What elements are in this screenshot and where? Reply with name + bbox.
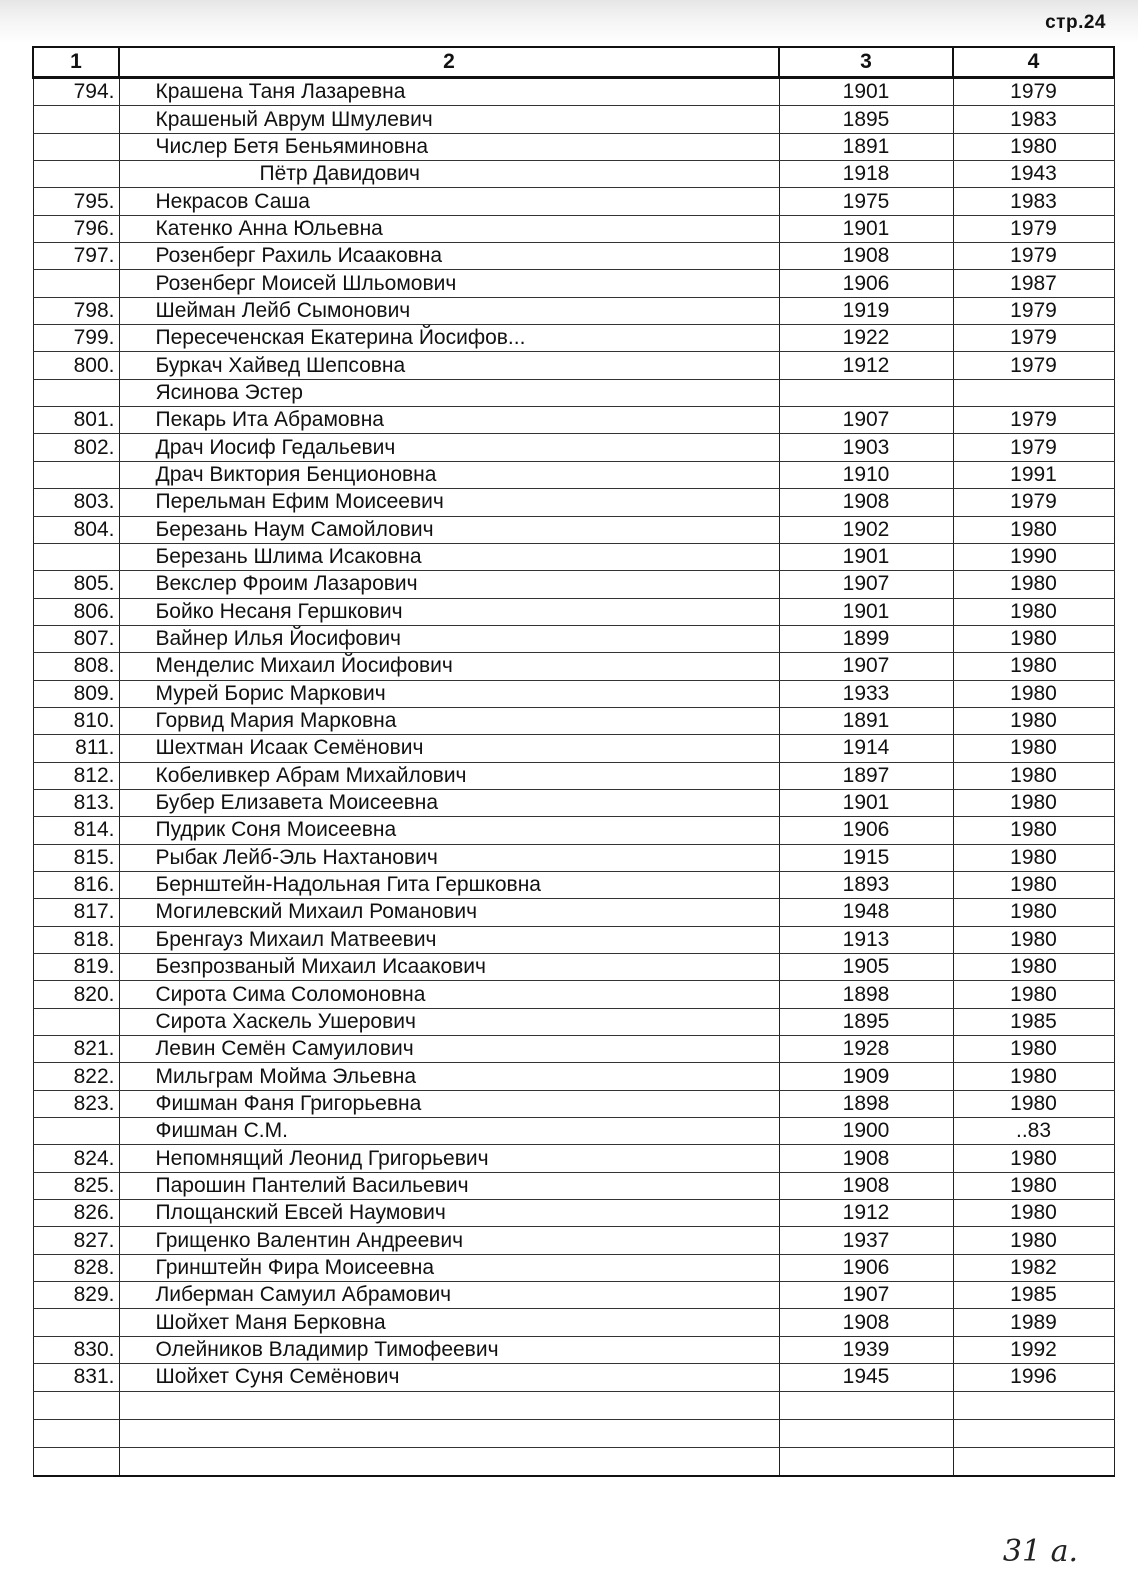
death-year: 1979 — [953, 489, 1114, 516]
column-header-birth-year: 3 — [779, 47, 953, 78]
record-number: 815. — [33, 844, 119, 871]
death-year — [953, 379, 1114, 406]
record-number: 829. — [33, 1282, 119, 1309]
record-number: 831. — [33, 1364, 119, 1391]
person-name: Драч Виктория Бенционовна — [119, 461, 779, 488]
record-number: 800. — [33, 352, 119, 379]
birth-year: 1913 — [779, 926, 953, 953]
table-row — [33, 325, 1114, 352]
birth-year: 1937 — [779, 1227, 953, 1254]
table-body — [33, 78, 1114, 1476]
person-name: Пекарь Ита Абрамовна — [119, 407, 779, 434]
death-year: 1980 — [953, 954, 1114, 981]
table-row — [33, 434, 1114, 461]
death-year: 1980 — [953, 981, 1114, 1008]
death-year: 1980 — [953, 1090, 1114, 1117]
record-number — [33, 270, 119, 297]
table-row — [33, 1200, 1114, 1227]
death-year: 1979 — [953, 434, 1114, 461]
table-row — [33, 297, 1114, 324]
table-row — [33, 817, 1114, 844]
person-name: Пётр Давидович — [119, 161, 779, 188]
record-number — [33, 461, 119, 488]
death-year: 1983 — [953, 188, 1114, 215]
table-row — [33, 516, 1114, 543]
death-year: 1979 — [953, 325, 1114, 352]
record-number: 820. — [33, 981, 119, 1008]
record-number — [33, 161, 119, 188]
scan-header-band — [0, 0, 1138, 44]
empty-cell — [779, 1447, 953, 1476]
record-number: 807. — [33, 625, 119, 652]
person-name: Безпрозваный Михаил Исаакович — [119, 954, 779, 981]
record-number: 812. — [33, 762, 119, 789]
record-number: 802. — [33, 434, 119, 461]
death-year: 1980 — [953, 625, 1114, 652]
birth-year: 1908 — [779, 489, 953, 516]
table-row — [33, 871, 1114, 898]
person-name: Драч Иосиф Гедальевич — [119, 434, 779, 461]
birth-year: 1908 — [779, 243, 953, 270]
empty-cell — [953, 1447, 1114, 1476]
table-row — [33, 188, 1114, 215]
table-row — [33, 161, 1114, 188]
empty-cell — [119, 1447, 779, 1476]
table-row — [33, 1118, 1114, 1145]
record-number: 794. — [33, 78, 119, 106]
death-year: 1980 — [953, 653, 1114, 680]
death-year: 1980 — [953, 707, 1114, 734]
record-number — [33, 1309, 119, 1336]
birth-year: 1901 — [779, 215, 953, 242]
birth-year: 1907 — [779, 1282, 953, 1309]
birth-year: 1906 — [779, 817, 953, 844]
death-year: 1980 — [953, 1145, 1114, 1172]
birth-year: 1908 — [779, 1172, 953, 1199]
table-row — [33, 1336, 1114, 1363]
birth-year — [779, 379, 953, 406]
birth-year: 1906 — [779, 270, 953, 297]
person-name: Перельман Ефим Моисеевич — [119, 489, 779, 516]
table-row — [33, 954, 1114, 981]
table-row — [33, 1254, 1114, 1281]
column-header-death-year: 4 — [953, 47, 1114, 78]
death-year: 1980 — [953, 571, 1114, 598]
birth-year: 1912 — [779, 352, 953, 379]
column-header-number: 1 — [33, 47, 119, 78]
birth-year: 1901 — [779, 598, 953, 625]
table-row — [33, 1282, 1114, 1309]
record-number: 797. — [33, 243, 119, 270]
death-year: 1943 — [953, 161, 1114, 188]
birth-year: 1900 — [779, 1118, 953, 1145]
record-number: 805. — [33, 571, 119, 598]
person-name: Березань Шлима Исаковна — [119, 543, 779, 570]
death-year: 1980 — [953, 1200, 1114, 1227]
record-number: 811. — [33, 735, 119, 762]
birth-year: 1907 — [779, 407, 953, 434]
person-name: Числер Бетя Беньяминовна — [119, 133, 779, 160]
death-year: 1980 — [953, 789, 1114, 816]
record-number: 821. — [33, 1036, 119, 1063]
table-row — [33, 844, 1114, 871]
person-name: Менделис Михаил Йосифович — [119, 653, 779, 680]
table-row — [33, 789, 1114, 816]
person-name: Либерман Самуил Абрамович — [119, 1282, 779, 1309]
birth-year: 1891 — [779, 133, 953, 160]
birth-year: 1901 — [779, 78, 953, 106]
person-name: Катенко Анна Юльевна — [119, 215, 779, 242]
table-row — [33, 735, 1114, 762]
record-number: 795. — [33, 188, 119, 215]
birth-year: 1897 — [779, 762, 953, 789]
person-name: Рыбак Лейб-Эль Нахтанович — [119, 844, 779, 871]
death-year: 1996 — [953, 1364, 1114, 1391]
person-name: Шойхет Суня Семёнович — [119, 1364, 779, 1391]
person-name: Пудрик Соня Моисеевна — [119, 817, 779, 844]
person-name: Бернштейн-Надольная Гита Гершковна — [119, 871, 779, 898]
death-year: 1991 — [953, 461, 1114, 488]
record-number — [33, 1008, 119, 1035]
record-number: 804. — [33, 516, 119, 543]
record-number — [33, 543, 119, 570]
death-year: 1987 — [953, 270, 1114, 297]
person-name: Розенберг Моисей Шльомович — [119, 270, 779, 297]
birth-year: 1939 — [779, 1336, 953, 1363]
record-number: 809. — [33, 680, 119, 707]
person-name: Грищенко Валентин Андреевич — [119, 1227, 779, 1254]
table-row — [33, 1309, 1114, 1336]
record-number: 822. — [33, 1063, 119, 1090]
person-name: Горвид Мария Марковна — [119, 707, 779, 734]
person-name: Могилевский Михаил Романович — [119, 899, 779, 926]
table-row — [33, 762, 1114, 789]
person-name: Кобеливкер Абрам Михайлович — [119, 762, 779, 789]
record-number: 808. — [33, 653, 119, 680]
empty-cell — [119, 1419, 779, 1447]
birth-year: 1902 — [779, 516, 953, 543]
birth-year: 1919 — [779, 297, 953, 324]
person-name: Векслер Фроим Лазарович — [119, 571, 779, 598]
page-number: стр.24 — [1045, 12, 1106, 33]
birth-year: 1895 — [779, 1008, 953, 1035]
person-name: Шейман Лейб Сымонович — [119, 297, 779, 324]
record-number: 803. — [33, 489, 119, 516]
death-year: 1980 — [953, 1036, 1114, 1063]
table-row — [33, 1063, 1114, 1090]
birth-year: 1901 — [779, 543, 953, 570]
record-number: 827. — [33, 1227, 119, 1254]
record-number: 825. — [33, 1172, 119, 1199]
empty-cell — [33, 1419, 119, 1447]
birth-year: 1908 — [779, 1309, 953, 1336]
death-year: 1979 — [953, 352, 1114, 379]
death-year: 1985 — [953, 1282, 1114, 1309]
death-year: 1982 — [953, 1254, 1114, 1281]
record-number: 826. — [33, 1200, 119, 1227]
birth-year: 1910 — [779, 461, 953, 488]
table-row — [33, 1145, 1114, 1172]
death-year: 1980 — [953, 1227, 1114, 1254]
birth-year: 1891 — [779, 707, 953, 734]
death-year: 1985 — [953, 1008, 1114, 1035]
death-year: ..83 — [953, 1118, 1114, 1145]
person-name: Крашена Таня Лазаревна — [119, 78, 779, 106]
record-number: 824. — [33, 1145, 119, 1172]
birth-year: 1922 — [779, 325, 953, 352]
death-year: 1979 — [953, 243, 1114, 270]
empty-cell — [779, 1419, 953, 1447]
person-name: Буркач Хайвед Шепсовна — [119, 352, 779, 379]
record-number — [33, 379, 119, 406]
birth-year: 1918 — [779, 161, 953, 188]
birth-year: 1907 — [779, 571, 953, 598]
empty-cell — [953, 1419, 1114, 1447]
birth-year: 1909 — [779, 1063, 953, 1090]
empty-cell — [33, 1447, 119, 1476]
column-header-name: 2 — [119, 47, 779, 78]
record-number: 796. — [33, 215, 119, 242]
record-number: 801. — [33, 407, 119, 434]
birth-year: 1893 — [779, 871, 953, 898]
record-number: 813. — [33, 789, 119, 816]
person-name: Сирота Хаскель Ушерович — [119, 1008, 779, 1035]
death-year: 1979 — [953, 297, 1114, 324]
table-row — [33, 625, 1114, 652]
table-row — [33, 1090, 1114, 1117]
table-row — [33, 653, 1114, 680]
birth-year: 1906 — [779, 1254, 953, 1281]
birth-year: 1907 — [779, 653, 953, 680]
table-row — [33, 1172, 1114, 1199]
death-year: 1980 — [953, 844, 1114, 871]
person-name: Вайнер Илья Йосифович — [119, 625, 779, 652]
birth-year: 1945 — [779, 1364, 953, 1391]
person-name: Фишман С.М. — [119, 1118, 779, 1145]
birth-year: 1899 — [779, 625, 953, 652]
person-name: Олейников Владимир Тимофеевич — [119, 1336, 779, 1363]
empty-table-row — [33, 1447, 1114, 1476]
record-number: 816. — [33, 871, 119, 898]
record-number: 818. — [33, 926, 119, 953]
death-year: 1992 — [953, 1336, 1114, 1363]
record-number: 798. — [33, 297, 119, 324]
record-number — [33, 1118, 119, 1145]
person-name: Пересеченская Екатерина Йосифов... — [119, 325, 779, 352]
death-year: 1980 — [953, 817, 1114, 844]
death-year: 1979 — [953, 78, 1114, 106]
birth-year: 1912 — [779, 1200, 953, 1227]
birth-year: 1895 — [779, 106, 953, 133]
table-row — [33, 1364, 1114, 1391]
person-name: Березань Наум Самойлович — [119, 516, 779, 543]
record-number — [33, 106, 119, 133]
person-name: Непомнящий Леонид Григорьевич — [119, 1145, 779, 1172]
death-year: 1980 — [953, 598, 1114, 625]
death-year: 1979 — [953, 215, 1114, 242]
death-year: 1980 — [953, 871, 1114, 898]
birth-year: 1933 — [779, 680, 953, 707]
table-row — [33, 461, 1114, 488]
table-row — [33, 133, 1114, 160]
person-name: Сирота Сима Соломоновна — [119, 981, 779, 1008]
death-year: 1979 — [953, 407, 1114, 434]
record-number: 817. — [33, 899, 119, 926]
record-number: 823. — [33, 1090, 119, 1117]
birth-year: 1948 — [779, 899, 953, 926]
person-name: Мильграм Мойма Эльевна — [119, 1063, 779, 1090]
table-row — [33, 1036, 1114, 1063]
death-year: 1990 — [953, 543, 1114, 570]
record-number: 828. — [33, 1254, 119, 1281]
table-row — [33, 680, 1114, 707]
person-name: Розенберг Рахиль Исааковна — [119, 243, 779, 270]
table-row — [33, 106, 1114, 133]
table-row — [33, 352, 1114, 379]
table-header-row — [33, 47, 1114, 78]
table-row — [33, 215, 1114, 242]
death-year: 1980 — [953, 1172, 1114, 1199]
record-number — [33, 133, 119, 160]
record-number: 830. — [33, 1336, 119, 1363]
table-row — [33, 407, 1114, 434]
person-name: Площанский Евсей Наумович — [119, 1200, 779, 1227]
empty-cell — [33, 1391, 119, 1419]
person-name: Гринштейн Фира Моисеевна — [119, 1254, 779, 1281]
person-name: Левин Семён Самуилович — [119, 1036, 779, 1063]
death-year: 1980 — [953, 899, 1114, 926]
empty-cell — [779, 1391, 953, 1419]
empty-cell — [119, 1391, 779, 1419]
person-name: Бренгауз Михаил Матвеевич — [119, 926, 779, 953]
death-year: 1980 — [953, 926, 1114, 953]
person-name: Фишман Фаня Григорьевна — [119, 1090, 779, 1117]
birth-year: 1908 — [779, 1145, 953, 1172]
birth-year: 1914 — [779, 735, 953, 762]
death-year: 1980 — [953, 1063, 1114, 1090]
birth-year: 1898 — [779, 981, 953, 1008]
death-year: 1980 — [953, 680, 1114, 707]
empty-cell — [953, 1391, 1114, 1419]
person-name: Мурей Борис Маркович — [119, 680, 779, 707]
person-name: Парошин Пантелий Васильевич — [119, 1172, 779, 1199]
record-number: 806. — [33, 598, 119, 625]
person-name: Бубер Елизавета Моисеевна — [119, 789, 779, 816]
birth-year: 1901 — [779, 789, 953, 816]
burial-register-table — [32, 46, 1115, 1477]
table-row — [33, 598, 1114, 625]
birth-year: 1928 — [779, 1036, 953, 1063]
death-year: 1980 — [953, 133, 1114, 160]
empty-table-row — [33, 1419, 1114, 1447]
table-row — [33, 899, 1114, 926]
birth-year: 1898 — [779, 1090, 953, 1117]
birth-year: 1905 — [779, 954, 953, 981]
record-number: 814. — [33, 817, 119, 844]
person-name: Ясинова Эстер — [119, 379, 779, 406]
person-name: Бойко Несаня Гершкович — [119, 598, 779, 625]
table-row — [33, 78, 1114, 106]
record-number: 819. — [33, 954, 119, 981]
death-year: 1989 — [953, 1309, 1114, 1336]
person-name: Шехтман Исаак Семёнович — [119, 735, 779, 762]
person-name: Крашеный Аврум Шмулевич — [119, 106, 779, 133]
death-year: 1980 — [953, 762, 1114, 789]
birth-year: 1975 — [779, 188, 953, 215]
table-row — [33, 379, 1114, 406]
birth-year: 1915 — [779, 844, 953, 871]
death-year: 1983 — [953, 106, 1114, 133]
person-name: Некрасов Саша — [119, 188, 779, 215]
table-row — [33, 707, 1114, 734]
table-row — [33, 1227, 1114, 1254]
table-row — [33, 926, 1114, 953]
table-row — [33, 243, 1114, 270]
record-number: 799. — [33, 325, 119, 352]
birth-year: 1903 — [779, 434, 953, 461]
handwritten-archive-note: 31 а. — [1002, 1534, 1078, 1569]
table-row — [33, 571, 1114, 598]
table-row — [33, 270, 1114, 297]
death-year: 1980 — [953, 735, 1114, 762]
table-row — [33, 1008, 1114, 1035]
empty-table-row — [33, 1391, 1114, 1419]
death-year: 1980 — [953, 516, 1114, 543]
table-row — [33, 543, 1114, 570]
table-row — [33, 981, 1114, 1008]
person-name: Шойхет Маня Берковна — [119, 1309, 779, 1336]
table-row — [33, 489, 1114, 516]
record-number: 810. — [33, 707, 119, 734]
